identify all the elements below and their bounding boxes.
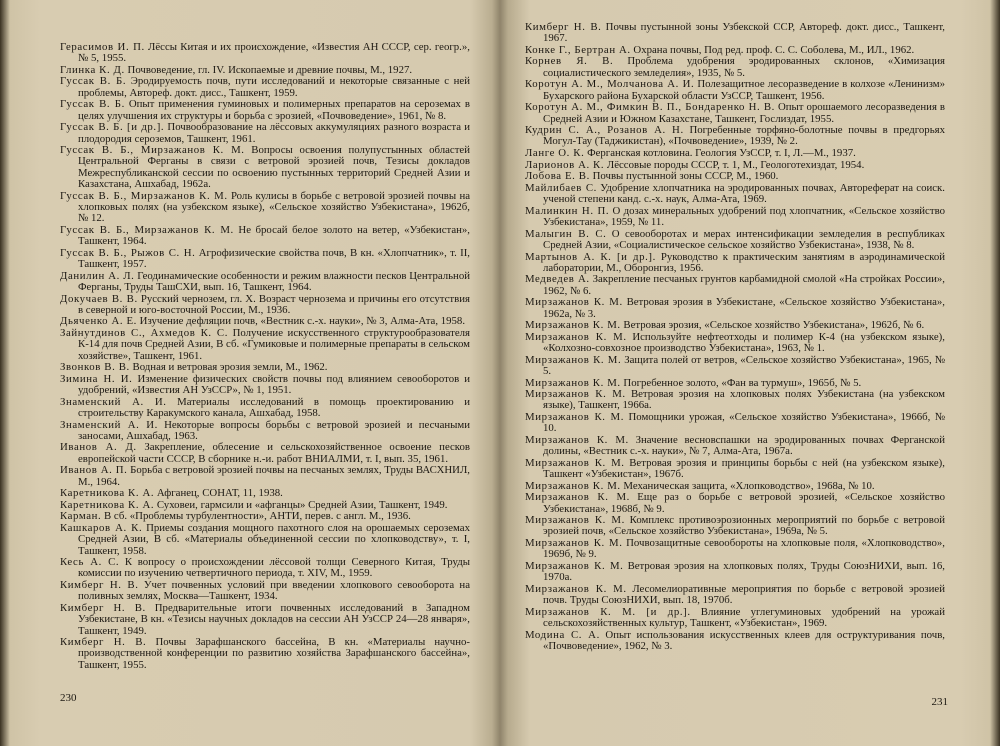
entry-author: Гуссак В. Б. bbox=[60, 75, 127, 88]
entry-author: Кимберг Н. В. bbox=[525, 21, 602, 33]
bibliography-entry bbox=[525, 297, 945, 320]
entry-author: Гуссак В. Б., Мирзажанов К. М. bbox=[60, 223, 234, 236]
bibliography-entry bbox=[525, 206, 945, 229]
bibliography-entry bbox=[525, 481, 945, 492]
bibliography-entry bbox=[525, 229, 945, 252]
entry-text: Используйте нефтеотходы и полимер К-4 (на узбекском языке), «Колхозно-совхозное производство Узбекистана», 1963, № 1. bbox=[543, 330, 945, 355]
bibliography-entry bbox=[525, 332, 945, 355]
entry-author: Мирзажанов К. М. bbox=[525, 559, 624, 572]
entry-text: Не бросай белое золото на ветер, «Узбекистан», Ташкент, 1964. bbox=[78, 223, 471, 248]
entry-author: Иванов А. Д. bbox=[60, 441, 137, 454]
entry-author: Мирзажанов К. М. bbox=[525, 319, 621, 332]
entry-text: О севооборотах и мерах интенсификации земледелия в республиках Средней Азии, «Социалистическое сельское хозяйство Узбекистана», 1938, № 8. bbox=[543, 227, 945, 251]
bibliography-entry bbox=[60, 397, 470, 420]
entry-text: Закрепление песчаных грунтов карбамидной смолой «На стройках России», 1962, № 6. bbox=[543, 273, 945, 297]
entry-text: Почвы Зарафшанского бассейна, В кн. «Материалы научно-производственной конференции по развитию хозяйства Зарафшанского бассейна», Ташкент, 1955. bbox=[78, 636, 470, 671]
entry-author: Кесь А. С. bbox=[60, 556, 120, 569]
entry-author: Медведев А. bbox=[525, 273, 590, 286]
bibliography-entry bbox=[60, 99, 470, 122]
entry-author: Мирзажанов К. М. bbox=[525, 479, 621, 492]
bibliography-entry bbox=[60, 374, 470, 397]
entry-text: Лёссы Китая и их происхождение, «Известия АН СССР, сер. геогр.», № 5, 1955. bbox=[78, 41, 470, 65]
entry-author: Гуссак В. Б., Рыжов С. Н. bbox=[60, 246, 196, 259]
entry-author: Гуссак В. Б. bbox=[60, 98, 125, 111]
entry-author: Коротун А. М., Фимкин В. П., Бондаренко Н. В. bbox=[525, 101, 775, 114]
entry-author: Мирзажанов К. М. bbox=[525, 433, 629, 446]
bibliography-entry bbox=[525, 538, 945, 561]
entry-text: Почвоведение, гл. IV. Ископаемые и древние почвы, М., 1927. bbox=[127, 63, 413, 76]
bibliography-entry bbox=[60, 465, 470, 488]
bibliography-entry bbox=[60, 225, 470, 248]
entry-text: Предварительные итоги почвенных исследований в Западном Узбекистане, В кн. «Тезисы научных докладов на сессии АН УзССР 24—28 января», Ташкент, 1949. bbox=[78, 601, 470, 637]
entry-text: Русский чернозем, гл. Х. Возраст чернозема и причины его отсутствия в северной и юго-восточной России, М., 1936. bbox=[78, 292, 470, 316]
bibliography-entry bbox=[60, 362, 470, 373]
bibliography-entry bbox=[60, 76, 470, 99]
entry-author: Кудрин С. А., Розанов А. Н. bbox=[525, 124, 684, 137]
entry-author: Мирзажанов К. М. bbox=[525, 582, 627, 595]
entry-author: Дьяченко А. Е. bbox=[60, 315, 137, 328]
entry-text: В сб. «Проблемы турбулентности», АНТИ, перев. с англ. М., 1936. bbox=[104, 510, 411, 523]
bibliography-entry bbox=[525, 171, 945, 182]
page-number-left: 230 bbox=[60, 692, 77, 704]
entry-text: Еще раз о борьбе с ветровой эрозией, «Сельское хозяйство Узбекистана», 1968б, № 9. bbox=[543, 491, 945, 515]
entry-author: Зайнутдинов С., Ахмедов К. С. bbox=[60, 326, 228, 339]
bibliography-entry bbox=[60, 42, 470, 65]
entry-author: Ларионов А. К. bbox=[525, 158, 605, 171]
entry-text: Приемы создания мощного пахотного слоя на орошаемых сероземах Средней Азии, В сб. «Материалы объединенной сессии по хлопководству», т. I, Ташкент, 1958. bbox=[78, 522, 470, 557]
entry-text: Влияние углегуминовых удобрений на урожай сельскохозяйственных культур, Ташкент, «Узбекистан», 1969. bbox=[543, 605, 945, 630]
entry-author: Иванов А. П. bbox=[60, 464, 128, 477]
entry-author: Докучаев В. В. bbox=[60, 292, 138, 305]
entry-author: Мирзажанов К. М. bbox=[525, 376, 621, 389]
entry-author: Корнев Я. В. bbox=[525, 55, 614, 68]
entry-text: Ветровая эрозия в Узбекистане, «Сельское хозяйство Узбекистана», 1962а, № 3. bbox=[543, 296, 945, 320]
bibliography-entry bbox=[525, 160, 945, 171]
entry-author: Мирзажанов К. М. [и др.]. bbox=[525, 605, 691, 618]
bibliography-entry bbox=[525, 607, 945, 630]
entry-text: Механическая защита, «Хлопководство», 1968а, № 10. bbox=[623, 479, 875, 492]
bibliography-entry bbox=[60, 557, 470, 580]
entry-text: Опыт использования искусственных клеев для оструктуривания почв, «Почвоведение», 1962, № 3. bbox=[543, 628, 945, 652]
entry-text: Почвы пустынной зоны СССР, М., 1960. bbox=[592, 170, 779, 183]
entry-text: Некоторые вопросы борьбы с ветровой эрозией и песчаными заносами, Ашхабад, 1963. bbox=[78, 418, 471, 442]
entry-author: Мартынов А. К. [и др.]. bbox=[525, 250, 656, 263]
entry-text: Помощники урожая, «Сельское хозяйство Узбекистана», 1966б, № 10. bbox=[543, 411, 945, 435]
bibliography-entry bbox=[525, 252, 945, 275]
entry-author: Знаменский А. И. bbox=[60, 418, 158, 431]
entry-author: Лобова Е. В. bbox=[525, 170, 590, 183]
entry-author: Герасимов И. П. bbox=[60, 41, 145, 53]
entry-text: Руководство к практическим занятиям в аэродинамической лаборатории, М., Оборонгиз, 1956. bbox=[543, 250, 946, 274]
entry-author: Мирзажанов К. М. bbox=[525, 411, 625, 424]
entry-author: Мирзажанов К. М. bbox=[525, 330, 627, 343]
entry-author: Карман. bbox=[60, 510, 102, 523]
page-number-right: 231 bbox=[931, 696, 948, 708]
entry-text: Ветровая эрозия и принципы борьбы с ней (на узбекском языке), Ташкент «Узбекистан», 1967б. bbox=[543, 456, 945, 481]
entry-author: Данилин А. Л. bbox=[60, 269, 135, 282]
entry-author: Зимина Н. И. bbox=[60, 372, 133, 385]
entry-author: Гуссак В. Б., Мирзажанов К. М. bbox=[60, 144, 245, 157]
entry-text: Погребенное золото, «Фан ва турмуш», 1965б, № 5. bbox=[623, 376, 862, 389]
entry-text: Лёссовые породы СССР, т. 1, М., Геологотехиздат, 1954. bbox=[606, 158, 865, 171]
bibliography-entry bbox=[60, 511, 470, 522]
entry-text: Изучение дефляции почв, «Вестник с.-х. науки», № 3, Алма-Ата, 1958. bbox=[139, 315, 466, 328]
entry-text: Материалы исследований в помощь проектированию и строительству Каракумского канала, Ашхабад, 1958. bbox=[78, 395, 471, 419]
entry-author: Майлибаев С. bbox=[525, 181, 597, 194]
entry-text: Суховеи, гармсили и «афганцы» Средней Азии, Ташкент, 1949. bbox=[156, 498, 448, 511]
bibliography-entry bbox=[525, 584, 945, 607]
bibliography-entry bbox=[525, 515, 945, 538]
bibliography-entry bbox=[60, 637, 470, 671]
entry-text: Ветровая эрозия на хлопковых полях Узбекистана (на узбекском языке), Ташкент, 1966а. bbox=[543, 388, 945, 412]
entry-text: Удобрение хлопчатника на эродированных почвах, Автореферат на соиск. ученой степени канд. с.-х. наук, Алма-Ата, 1969. bbox=[543, 181, 945, 206]
entry-text: Почвообразование на лёссовых аккумуляциях разного возраста и плодородия сероземов, Ташкент, 1961. bbox=[78, 121, 470, 145]
entry-text: Опыт орошаемого лесоразведения в Средней Азии и Южном Казахстане, Ташкент, Гослиздат, 1955. bbox=[543, 101, 946, 125]
entry-text: Ветровая эрозия на хлопковых полях, Труды СоюзНИХИ, вып. 16, 1970а. bbox=[543, 559, 945, 584]
bibliography-entry bbox=[525, 45, 945, 56]
entry-author: Ланге О. К. bbox=[525, 147, 585, 160]
bibliography-list-left bbox=[60, 42, 470, 671]
bibliography-entry bbox=[60, 420, 470, 443]
bibliography-entry bbox=[60, 191, 470, 225]
entry-text: Почвы пустынной зоны Узбекской ССР, Автореф. докт. дисс., Ташкент, 1967. bbox=[543, 21, 945, 45]
entry-text: О дозах минеральных удобрений под хлопчатник, «Сельское хозяйство Узбекистана», 1959, № 11. bbox=[543, 204, 945, 229]
entry-text: Учет почвенных условий при введении хлопкового севооборота на поливных землях, Москва—Ташкент, 1934. bbox=[78, 579, 470, 603]
bibliography-entry bbox=[525, 125, 945, 148]
bibliography-entry bbox=[525, 320, 945, 331]
entry-author: Мирзажанов К. М. bbox=[525, 514, 625, 527]
bibliography-entry bbox=[60, 248, 470, 271]
entry-text: Значение весновспашки на эродированных почвах Ферганской долины, «Вестник с.-х. науки», № 7, Алма-Ата, 1967а. bbox=[543, 433, 945, 458]
entry-text: Охрана почвы, Под ред. проф. С. С. Соболева, М., ИЛ., 1962. bbox=[633, 43, 915, 56]
entry-author: Звонков В. В. bbox=[60, 361, 130, 374]
bibliography-entry bbox=[60, 580, 470, 603]
entry-author: Модина С. А. bbox=[525, 628, 600, 641]
bibliography-entry bbox=[525, 355, 945, 378]
entry-text: Вопросы освоения полупустынных областей Центральной Ферганы в связи с ветровой эрозией почв, Тезисы докладов Межреспубликанской сессии по освоению пустынных территорий Средней Азии и Казахстана, Ашхабад, 1962а. bbox=[78, 144, 470, 191]
entry-text: Агрофизические свойства почв, В кн. «Хлопчатник», т. II, Ташкент, 1957. bbox=[78, 246, 470, 271]
entry-text: Ферганская котловина. Геология УзССР, т. I, Л.—М., 1937. bbox=[587, 147, 856, 160]
entry-text: Почвозащитные севообороты на хлопковые поля, «Хлопководство», 1969б, № 9. bbox=[543, 537, 945, 561]
entry-author: Кашкаров А. К. bbox=[60, 522, 143, 534]
bibliography-entry bbox=[525, 492, 945, 515]
entry-text: Защита полей от ветров, «Сельское хозяйство Узбекистана», 1965, № 5. bbox=[543, 353, 945, 377]
entry-author: Мирзажанов К. М. bbox=[525, 456, 625, 469]
entry-text: Изменение физических свойств почвы под влиянием севооборотов и удобрений, «Известия АН УзССР», № 1, 1951. bbox=[78, 372, 470, 397]
entry-text: Ветровая эрозия, «Сельское хозяйство Узбекистана», 1962б, № 6. bbox=[623, 319, 925, 332]
entry-text: Получение искусственного структурообразователя К-14 для почв Средней Азии, В сб. «Гумиковые и полимерные препараты в сельском хозяйстве», Ташкент, 1961. bbox=[78, 326, 471, 362]
bibliography-entry bbox=[60, 603, 470, 637]
entry-author: Мирзажанов К. М. bbox=[525, 491, 630, 504]
entry-author: Знаменский А. И. bbox=[60, 395, 167, 408]
entry-text: Погребенные торфяно-болотные почвы в предгорьях Могул-Тау (Таджикистан), «Почвоведение», 1939, № 2. bbox=[543, 124, 945, 148]
bibliography-entry bbox=[60, 442, 470, 465]
entry-text: Геодинамические особенности и режим влажности песков Центральной Ферганы, Труды ТашСХИ, вып. 16, Ташкент, 1964. bbox=[78, 269, 470, 293]
bibliography-entry bbox=[60, 271, 470, 294]
entry-text: Эродируемость почв, пути исследований и некоторые связанные с ней проблемы, Автореф. докт. дисс., Ташкент, 1959. bbox=[78, 75, 471, 99]
bibliography-entry bbox=[525, 102, 945, 125]
entry-text: Борьба с ветровой эрозией почвы на песчаных землях, Труды ВАСХНИЛ, М., 1964. bbox=[78, 464, 470, 488]
entry-author: Мирзажанов К. М. bbox=[525, 388, 626, 401]
entry-author: Кимберг Н. В. bbox=[60, 579, 139, 592]
bibliography-entry bbox=[525, 183, 945, 206]
bibliography-list-right bbox=[525, 22, 945, 653]
bibliography-entry bbox=[525, 412, 945, 435]
bibliography-entry bbox=[60, 294, 470, 317]
bibliography-entry bbox=[525, 378, 945, 389]
bibliography-entry bbox=[60, 500, 470, 511]
entry-text: Лесомелиоративные мероприятия по борьбе с ветровой эрозией почв. Труды СоюзНИХИ, вып. 18, 1970б. bbox=[543, 582, 945, 607]
entry-author: Малинкин Н. П. bbox=[525, 204, 610, 217]
entry-author: Конке Г., Бертран А. bbox=[525, 43, 631, 56]
entry-text: Афганец, СОНАТ, 11, 1938. bbox=[156, 487, 283, 500]
entry-author: Гуссак В. Б., Мирзажанов К. М. bbox=[60, 189, 228, 202]
bibliography-entry bbox=[525, 56, 945, 79]
entry-text: Полезащитное лесоразведение в колхозе «Ленинизм» Бухарского района Бухарской области УзССР, Ташкент, 1956. bbox=[543, 78, 946, 102]
bibliography-entry bbox=[525, 561, 945, 584]
right-page bbox=[500, 0, 1000, 746]
entry-author: Коротун А. М., Молчанова А. И. bbox=[525, 78, 695, 91]
entry-author: Глинка К. Д. bbox=[60, 63, 125, 76]
bibliography-entry bbox=[525, 389, 945, 412]
bibliography-entry bbox=[60, 328, 470, 362]
entry-text: Комплекс противоэрозионных мероприятий по борьбе с ветровой эрозией почв, «Сельское хозяйство Узбекистана», 1969а, № 5. bbox=[543, 514, 945, 538]
entry-author: Мирзажанов К. М. bbox=[525, 353, 622, 366]
bibliography-entry bbox=[525, 148, 945, 159]
entry-author: Мирзажанов К. М. bbox=[525, 296, 623, 309]
bibliography-entry bbox=[60, 122, 470, 145]
entry-author: Малыгин В. С. bbox=[525, 227, 607, 240]
entry-text: К вопросу о происхождении лёссовой толщи Северного Китая, Труды комиссии по изучению четвертичного периода, т. XIV, М., 1959. bbox=[78, 556, 470, 580]
entry-author: Кимберг Н. В. bbox=[60, 601, 146, 614]
bibliography-entry bbox=[60, 145, 470, 190]
entry-author: Каретникова К. А. bbox=[60, 498, 155, 511]
bibliography-entry bbox=[525, 79, 945, 102]
bibliography-entry bbox=[525, 458, 945, 481]
bibliography-entry bbox=[60, 488, 470, 499]
entry-author: Кимберг Н. В. bbox=[60, 636, 147, 649]
entry-author: Мирзажанов К. М. bbox=[525, 537, 623, 550]
entry-text: Роль кулисы в борьбе с ветровой эрозией почвы на хлопковых полях (на узбекском языке), «Сельское хозяйство Узбекистана», 1962б, № 12. bbox=[78, 189, 471, 225]
entry-author: Каретникова К. А. bbox=[60, 487, 155, 500]
bibliography-entry bbox=[525, 435, 945, 458]
bibliography-entry bbox=[60, 65, 470, 76]
entry-text: Опыт применения гуминовых и полимерных препаратов на сероземах в целях улучшения их структуры и борьба с эрозией, «Почвоведение», 1961, № 8. bbox=[78, 98, 470, 122]
entry-text: Проблема удобрения эродированных склонов, «Химизация социалистического земледелия», 1935, № 5. bbox=[543, 55, 945, 79]
entry-author: Гуссак В. Б. [и др.]. bbox=[60, 121, 165, 134]
bibliography-entry bbox=[525, 22, 945, 45]
bibliography-entry bbox=[525, 274, 945, 297]
entry-text: Закрепление, облесение и сельскохозяйственное освоение песков европейской части СССР, В сборнике н.-и. работ ВНИАЛМИ, т. I, вып. 35, 1961. bbox=[78, 441, 470, 465]
bibliography-entry bbox=[60, 316, 470, 327]
bibliography-entry bbox=[60, 523, 470, 557]
entry-text: Водная и ветровая эрозия земли, М., 1962. bbox=[132, 361, 328, 374]
bibliography-entry bbox=[525, 630, 945, 653]
